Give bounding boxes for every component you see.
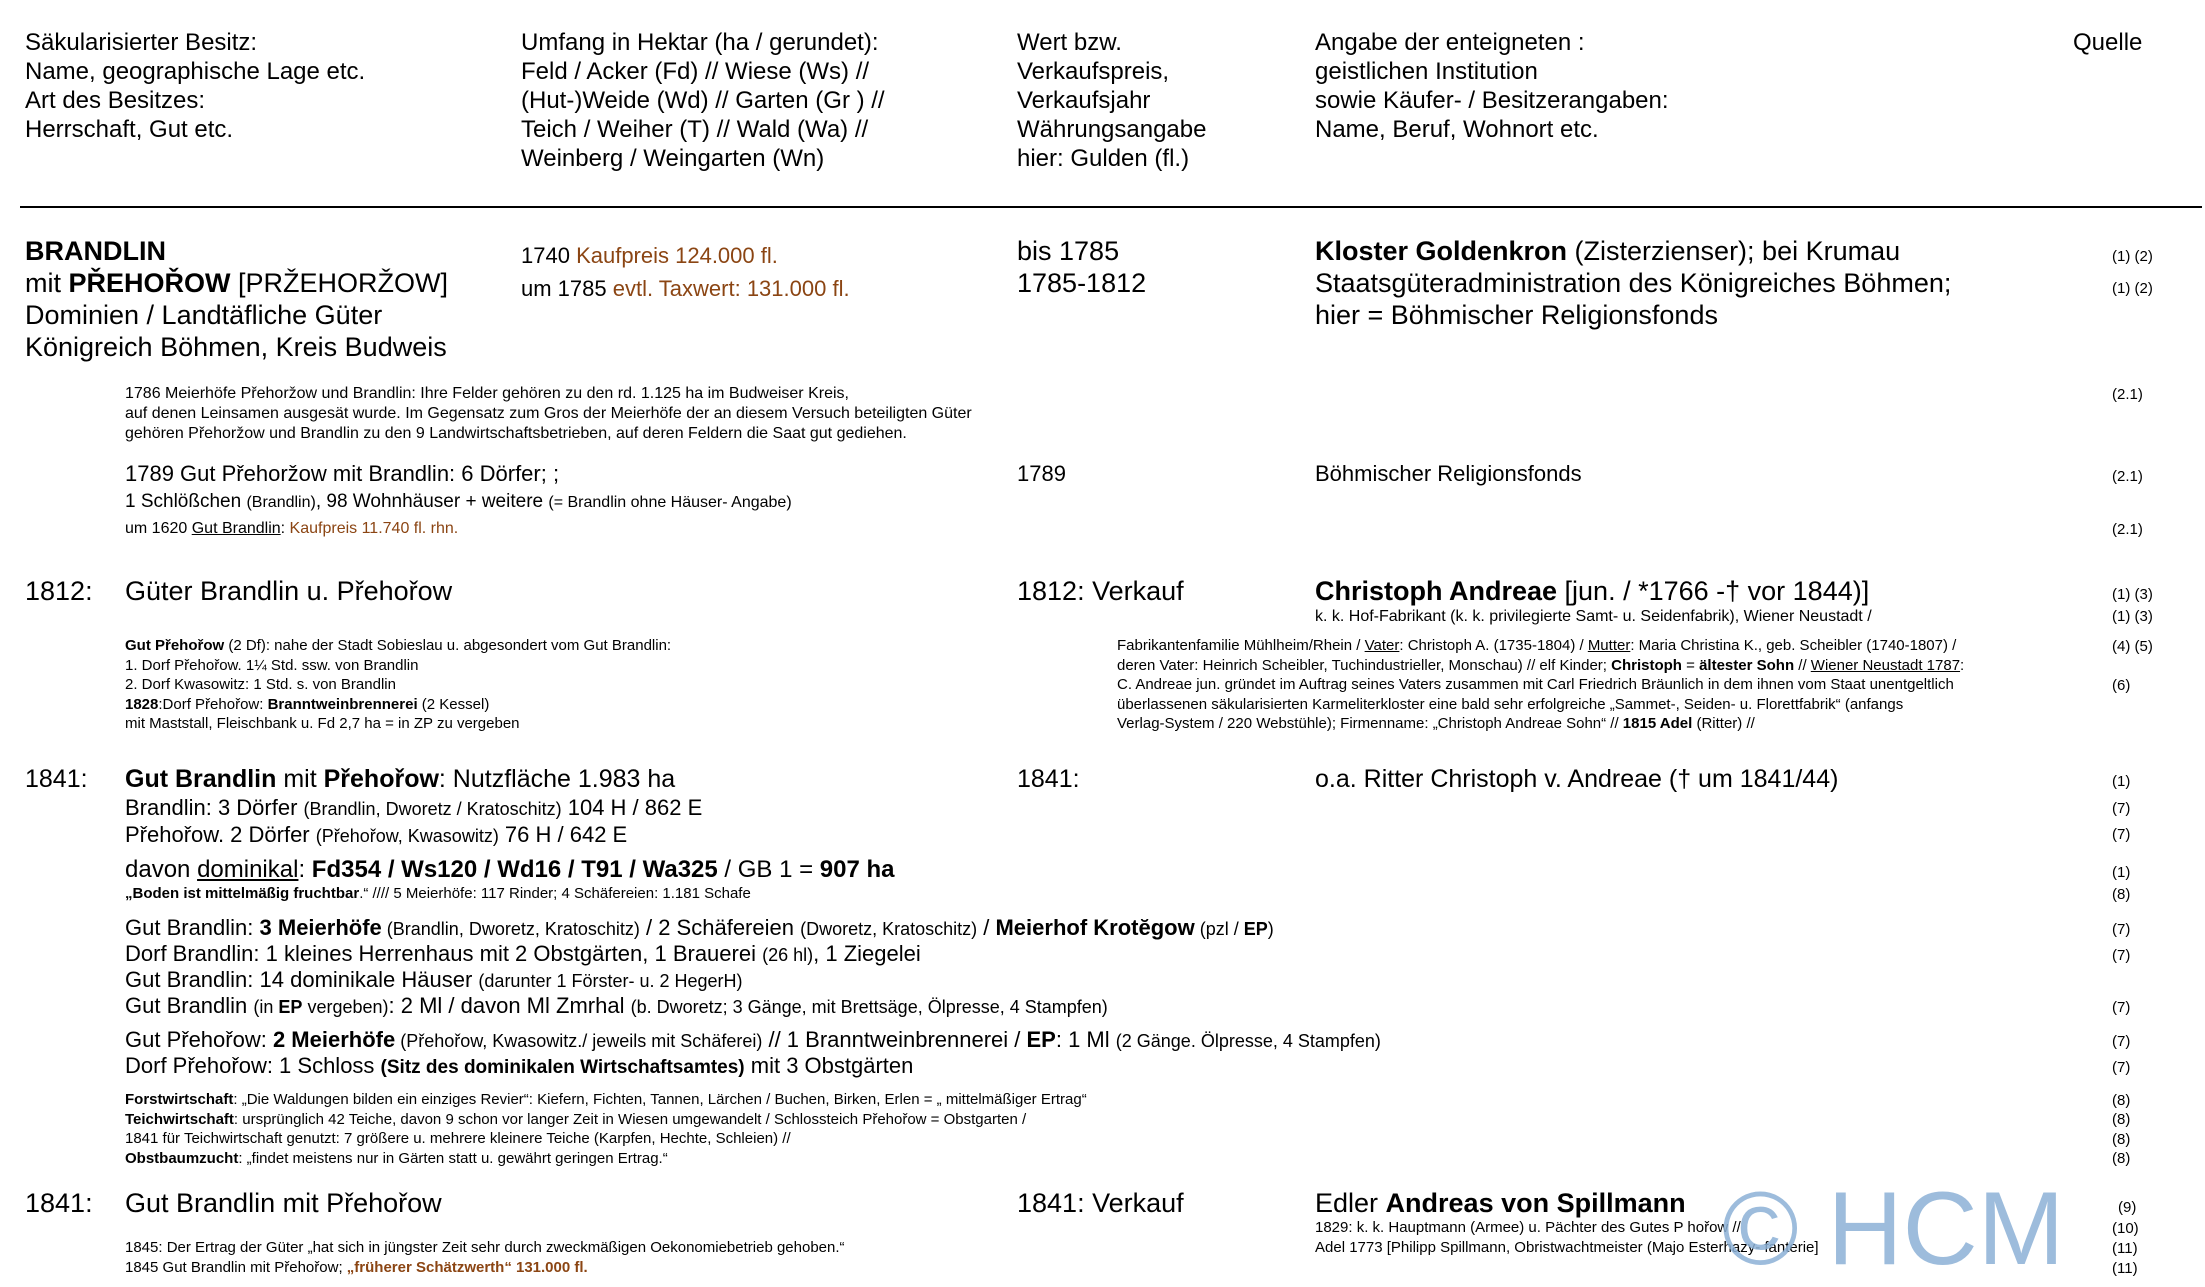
text: EP: [278, 997, 303, 1017]
year-1841-sale: 1841:: [25, 1188, 93, 1218]
title-1841-sale: Gut Brandlin mit Přehořow: [125, 1188, 442, 1218]
text: 1. Dorf Přehořow. 1¼ Std. ssw. von Brandlin: [125, 656, 419, 674]
institution-name: Kloster Goldenkron: [1315, 236, 1568, 266]
gut-1789-details: [125, 490, 792, 515]
text: bis 1785: [1017, 236, 1120, 266]
text: : Christoph A. (1735-1804) /: [1399, 637, 1588, 654]
text: mit: [276, 765, 324, 793]
text: 76 H / 642 E: [498, 822, 628, 847]
source-ref: (7): [2112, 1059, 2131, 1076]
source-ref: (8): [2112, 1150, 2131, 1167]
text: mit Maststall, Fleischbank u. Fd 2,7 ha = in ZP zu vergeben: [125, 715, 520, 732]
header-line: Verkaufspreis,: [1017, 58, 1170, 85]
text: , 1 Ziegelei: [813, 941, 921, 966]
text: (2 Gänge. Ölpresse, 4 Stampfen): [1115, 1031, 1381, 1051]
header-line: (Hut-)Weide (Wd) // Garten (Gr ) //: [521, 87, 885, 114]
text: 1829: k. k. Hauptmann (Armee) u. Pächter des Gutes P hořow //: [1315, 1219, 1741, 1236]
source-ref: (1) (3): [2112, 586, 2153, 603]
text: 1785-1812: [1017, 268, 1147, 298]
andreae-family-note: [1117, 636, 1964, 734]
dominikal-areas: [125, 855, 895, 885]
source-ref: (7): [2112, 1033, 2131, 1050]
text: : 2 Ml / davon Ml Zmrhal: [388, 993, 631, 1018]
buyer-1841: [1315, 1187, 1686, 1219]
price: Kaufpreis 124.000 fl.: [576, 243, 778, 268]
source-ref: (9): [2118, 1199, 2137, 1216]
note-1620: [125, 519, 458, 539]
buyer-1812: [1315, 575, 1869, 607]
text: gehören Přehoržow und Brandlin zu den 9 Landwirtschaftsbetrieben, auf deren Feldern die Saat gut gediehen.: [125, 425, 907, 442]
text: 1815 Adel: [1622, 715, 1693, 732]
header-col-source: Quelle: [2073, 29, 2143, 56]
text: 2 Meierhöfe: [272, 1027, 396, 1052]
source-ref: (10): [2112, 1220, 2139, 1237]
source-ref: (1) (3): [2112, 608, 2153, 625]
text: Branntweinbrennerei: [267, 695, 418, 713]
text: 1740: [521, 243, 577, 268]
source-ref: (6): [2112, 677, 2131, 694]
text: [PRŽEHORŽOW]: [230, 268, 448, 298]
text: [jun. / *1766 -† vor 1844)]: [1557, 576, 1870, 606]
text: //: [1794, 656, 1811, 674]
text: 2. Dorf Kwasowitz: 1 Std. s. von Brandlin: [125, 676, 396, 693]
year-block: [1017, 235, 1146, 299]
source-ref: (8): [2112, 1092, 2131, 1109]
header-col-institution: [1315, 28, 1669, 144]
text: (Přehořow, Kwasowitz./ jeweils mit Schäferei): [395, 1031, 763, 1051]
text: : „findet meistens nur in Gärten statt u. gewährt geringen Ertrag.“: [238, 1149, 668, 1167]
text: : Maria Christina K., geb. Scheibler (1740-1807) /: [1630, 637, 1957, 654]
text: : „Die Waldungen bilden ein einziges Revier“: Kiefern, Fichten, Tannen, Lärchen / Buchen, Birken, Erlen = „ mittelmäßiger Ertrag“: [233, 1091, 1087, 1108]
price: Kaufpreis 11.740 fl. rhn.: [289, 520, 459, 537]
note-1786: [125, 384, 972, 444]
header-divider: [20, 206, 2202, 208]
text: (Ritter) //: [1692, 715, 1755, 732]
header-line: Währungsangabe: [1017, 116, 1207, 143]
text: hier = Böhmischer Religionsfonds: [1315, 300, 1718, 330]
gut-1789: 1789 Gut Přehoržow mit Brandlin: 6 Dörfer; ;: [125, 461, 560, 486]
source-ref: (2.1): [2112, 386, 2143, 403]
source-ref: (7): [2112, 999, 2131, 1016]
header-line: Umfang in Hektar (ha / gerundet):: [521, 29, 879, 56]
source-ref: (1) (2): [2112, 248, 2153, 265]
title-1841: [125, 763, 675, 795]
text: Forstwirtschaft: [125, 1091, 234, 1108]
price-block: [521, 239, 850, 305]
institution-block: [1315, 235, 1951, 331]
dorf-prehorow: [125, 1052, 913, 1081]
text: / 2 Schäfereien: [639, 915, 801, 940]
year-1841: 1841:: [25, 765, 88, 793]
text: Přehořow: [323, 765, 439, 793]
text: „Boden ist mittelmäßig fruchtbar: [125, 885, 360, 902]
header-line: Weinberg / Weingarten (Wn): [521, 145, 825, 172]
text: (pzl /: [1194, 919, 1244, 939]
verkauf-1841: 1841: Verkauf: [1017, 1188, 1184, 1218]
text: (Brandlin, Dworetz / Kratoschitz): [303, 799, 562, 819]
source-ref: (4) (5): [2112, 638, 2153, 655]
header-line: hier: Gulden (fl.): [1017, 145, 1190, 172]
text: 1828: [125, 695, 159, 713]
buyer-name: Andreas von Spillmann: [1385, 1188, 1686, 1218]
gut-brandlin-meierhoefe: [125, 914, 1274, 943]
text: (2 Df): nahe der Stadt Sobieslau u. abgesondert vom Gut Brandlin:: [224, 637, 672, 654]
source-ref: (1) (2): [2112, 280, 2153, 297]
source-ref: (7): [2112, 826, 2131, 843]
year-1789: 1789: [1017, 461, 1066, 486]
text: .“ //// 5 Meierhöfe: 117 Rinder; 4 Schäfereien: 1.181 Schafe: [359, 885, 751, 902]
text: Dorf Brandlin: 1 kleines Herrenhaus mit 2 Obstgärten, 1 Brauerei: [125, 941, 763, 966]
wirtschaft-notes: [125, 1090, 1087, 1168]
header-line: Name, geographische Lage etc.: [25, 58, 366, 85]
text: :: [298, 856, 312, 883]
verkauf-1812: 1812: Verkauf: [1017, 576, 1184, 606]
text: mit: [25, 268, 69, 298]
text: Gut Přehořow: [125, 637, 225, 654]
owner-1841: o.a. Ritter Christoph v. Andreae († um 1841/44): [1315, 765, 1839, 793]
text: :: [1960, 656, 1965, 674]
hcm-watermark: © HCM: [1722, 1171, 2065, 1287]
text: Gut Brandlin: [191, 520, 281, 537]
text: (Přehořow, Kwasowitz): [315, 826, 499, 846]
gut-prehorow-note: [125, 636, 671, 734]
text: C. Andreae jun. gründet im Auftrag seines Vaters zusammen mit Carl Friedrich Bräunlich in dem ihnen vom Staat unentgeltlich: [1117, 676, 1954, 693]
text: EP: [1026, 1027, 1056, 1052]
title-1812: Güter Brandlin u. Přehořow: [125, 576, 453, 606]
text: Dominien / Landtäfliche Güter: [25, 300, 383, 330]
text: Staatsgüteradministration des Königreiches Böhmen;: [1315, 268, 1952, 298]
header-col-value: [1017, 28, 1206, 173]
header-line: Name, Beruf, Wohnort etc.: [1315, 116, 1599, 143]
buyer-1812-detail: k. k. Hof-Fabrikant (k. k. privilegierte Samt- u. Seidenfabrik), Wiener Neustadt /: [1315, 608, 1872, 625]
header-line: Angabe der enteigneten :: [1315, 29, 1585, 56]
header-line: Wert bzw.: [1017, 29, 1122, 56]
text: Meierhof Krotĕgow: [995, 915, 1195, 940]
fonds: Böhmischer Religionsfonds: [1315, 461, 1582, 486]
text: : 1 Ml: [1055, 1027, 1116, 1052]
header-line: sowie Käufer- / Besitzerangaben:: [1315, 87, 1669, 114]
source-ref: (11): [2112, 1240, 2138, 1257]
text: um 1785: [521, 276, 613, 301]
gut-prehorow-meierhoefe: [125, 1026, 1381, 1055]
text: 1845: Der Ertrag der Güter „hat sich in jüngster Zeit sehr durch zweckmäßigen Oekonomiebetrieb gehoben.“: [125, 1239, 845, 1256]
text: (Brandlin, Dworetz, Kratoschitz): [381, 919, 640, 939]
header-col-area: [521, 28, 885, 173]
property-title: [25, 235, 448, 363]
gut-brandlin-muehlen: [125, 992, 1108, 1021]
note-1845: [125, 1238, 845, 1277]
header-line: Säkularisierter Besitz:: [25, 29, 258, 56]
buyer-name: Christoph Andreae: [1315, 576, 1558, 606]
header-line: Verkaufsjahr: [1017, 87, 1151, 114]
text: Obstbaumzucht: [125, 1149, 239, 1167]
text: Wiener Neustadt 1787: [1810, 656, 1961, 674]
text: 1 Schlößchen: [125, 491, 247, 512]
text: ältester Sohn: [1699, 656, 1795, 674]
text: // 1 Branntweinbrennerei /: [762, 1027, 1027, 1052]
source-ref: (2.1): [2112, 468, 2143, 485]
text: Edler: [1315, 1188, 1386, 1218]
text: Fd354 / Ws120 / Wd16 / T91 / Wa325: [311, 856, 718, 883]
text: Dorf Přehořow: 1 Schloss: [125, 1053, 381, 1078]
text: (Brandlin): [246, 494, 316, 511]
text: Gut Brandlin:: [125, 915, 260, 940]
source-ref: (7): [2112, 800, 2131, 817]
text: um 1620: [125, 520, 192, 537]
text: auf denen Leinsamen ausgesät wurde. Im Gegensatz zum Gros der Meierhöfe der an diesem Versuch beteiligten Güter: [125, 405, 972, 422]
header-line: Feld / Acker (Fd) // Wiese (Ws) //: [521, 58, 870, 85]
text: 907 ha: [819, 856, 895, 883]
text: Vater: [1364, 637, 1400, 654]
source-ref: (7): [2112, 947, 2131, 964]
text: Königreich Böhmen, Kreis Budweis: [25, 332, 447, 362]
text: Fabrikantenfamilie Mühlheim/Rhein /: [1117, 637, 1365, 654]
prehorow-villages: [125, 821, 627, 850]
property-name-2: PŘEHOŘOW: [68, 268, 231, 298]
price: „früherer Schätzwerth“ 131.000 fl.: [346, 1258, 588, 1276]
text: Mutter: [1587, 637, 1631, 654]
text: Gut Brandlin: 14 dominikale Häuser: [125, 967, 479, 992]
brandlin-villages: [125, 794, 702, 823]
header-line: geistlichen Institution: [1315, 58, 1538, 85]
text: Brandlin: 3 Dörfer: [125, 795, 304, 820]
text: (= Brandlin ohne Häuser- Angabe): [548, 494, 792, 511]
text: , 98 Wohnhäuser + weitere: [315, 491, 549, 512]
source-ref: (11): [2112, 1260, 2138, 1277]
price: evtl. Taxwert: 131.000 fl.: [612, 276, 850, 301]
text: überlassenen säkularisierten Karmeliterkloster eine bald sehr erfolgreiche „Sammet-, Seiden- u. Florettfabrik“ (anfangs: [1117, 695, 1904, 713]
text: davon: [125, 856, 198, 883]
source-ref: (8): [2112, 1111, 2131, 1128]
text: Gut Brandlin: [125, 993, 254, 1018]
header-line: Teich / Weiher (T) // Wald (Wa) //: [521, 116, 869, 143]
text: 3 Meierhöfe: [259, 915, 382, 940]
text: (b. Dworetz; 3 Gänge, mit Brettsäge, Ölpresse, 4 Stampfen): [630, 997, 1108, 1017]
text: =: [1681, 656, 1700, 674]
text: vergeben): [302, 997, 389, 1017]
text: 1841 für Teichwirtschaft genutzt: 7 größere u. mehrere kleinere Teiche (Karpfen, Hechte, Schleien) //: [125, 1130, 791, 1147]
header-line: Herrschaft, Gut etc.: [25, 116, 234, 143]
source-ref: (2.1): [2112, 521, 2143, 538]
text: 104 H / 862 E: [561, 795, 703, 820]
text: Verlag-System / 220 Webstühle); Firmenname: „Christoph Andreae Sohn“ //: [1117, 715, 1623, 732]
text: deren Vater: Heinrich Scheibler, Tuchindustrieller, Monschau) // elf Kinder;: [1117, 656, 1612, 674]
boden-note: [125, 884, 751, 904]
header-line: Art des Besitzes:: [25, 87, 206, 114]
text: 1845 Gut Brandlin mit Přehořow;: [125, 1258, 347, 1276]
source-ref: (1): [2112, 864, 2131, 881]
text: mit 3 Obstgärten: [744, 1053, 914, 1078]
text: / GB 1 =: [717, 856, 820, 883]
text: Adel 1773 [Philipp Spillmann, Obristwachtmeister (Majo Esterhazy- fanterie]: [1315, 1238, 1819, 1256]
source-ref: (1): [2112, 773, 2131, 790]
text: (26 hl): [762, 945, 814, 965]
text: dominikal: [197, 856, 299, 883]
text: :Dorf Přehořow:: [158, 695, 268, 713]
year-1841-b: 1841:: [1017, 765, 1080, 793]
text: (Zisterzienser); bei Krumau: [1567, 236, 1901, 266]
text: ): [1267, 919, 1274, 939]
text: : ursprünglich 42 Teiche, davon 9 schon vor langer Zeit in Wiesen umgewandelt / Schlossteich Přehořow = Obstgarten /: [233, 1110, 1027, 1128]
text: (Dworetz, Kratoschitz): [800, 919, 978, 939]
text: Gut Přehořow:: [125, 1027, 273, 1052]
dorf-brandlin: [125, 940, 921, 969]
text: (2 Kessel): [417, 695, 490, 713]
text: Christoph: [1611, 656, 1682, 674]
text: (Sitz des dominikalen Wirtschaftsamtes): [380, 1057, 745, 1078]
text: : Nutzfläche 1.983 ha: [438, 765, 676, 793]
year-1812: 1812:: [25, 576, 93, 606]
text: /: [977, 915, 996, 940]
source-ref: (8): [2112, 886, 2131, 903]
text: Teichwirtschaft: [125, 1110, 234, 1128]
text: EP: [1243, 919, 1268, 939]
text: :: [280, 520, 290, 537]
source-ref: (8): [2112, 1131, 2131, 1148]
text: 1786 Meierhöfe Přehoržow und Brandlin: Ihre Felder gehören zu den rd. 1.125 ha im Budweiser Kreis,: [125, 385, 849, 402]
property-name: BRANDLIN: [25, 236, 166, 266]
text: (darunter 1 Förster- u. 2 HegerH): [478, 971, 743, 991]
text: Přehořow. 2 Dörfer: [125, 822, 316, 847]
text: (in: [253, 997, 279, 1017]
text: Gut Brandlin: [125, 765, 277, 793]
gut-brandlin-haeuser: [125, 966, 743, 995]
header-col-property: [25, 28, 365, 144]
source-ref: (7): [2112, 921, 2131, 938]
